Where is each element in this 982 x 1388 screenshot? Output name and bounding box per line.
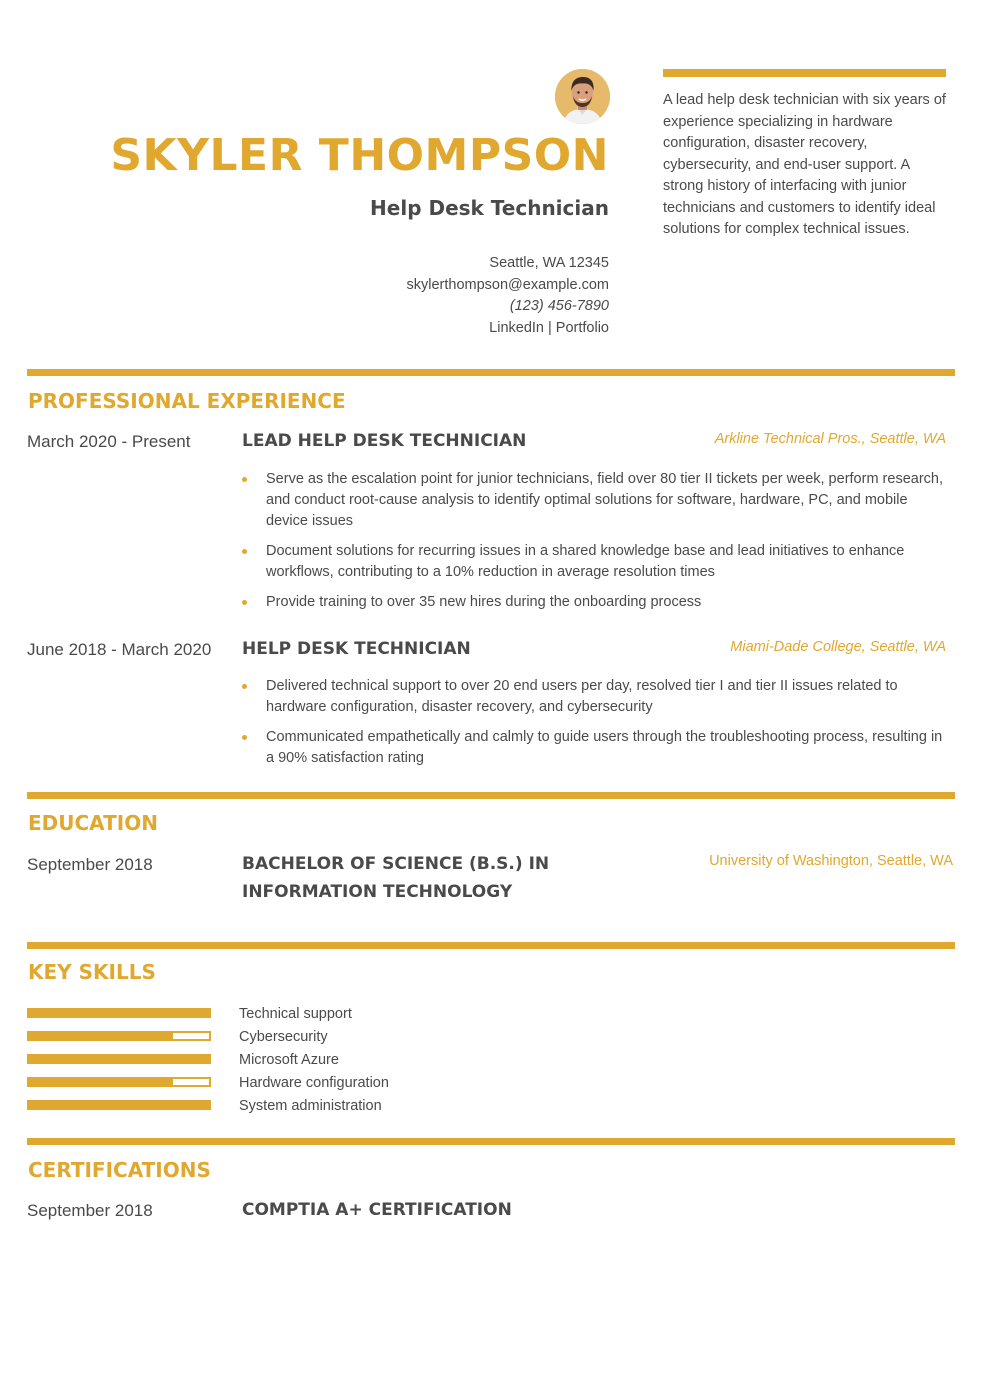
contact-block	[407, 253, 610, 339]
bullet-item	[242, 676, 947, 718]
section-title-skills: KEY SKILLS	[28, 960, 156, 984]
education-school: University of Washington, Seattle, WA	[709, 853, 953, 869]
skill-label: Technical support	[239, 1006, 352, 1022]
certification-name: COMPTIA A+ CERTIFICATION	[242, 1200, 512, 1220]
skill-level-fill	[29, 1102, 209, 1108]
bullet-item	[242, 592, 947, 613]
section-title-education: EDUCATION	[28, 811, 158, 835]
section-divider-skills	[27, 942, 955, 949]
avatar	[555, 69, 610, 124]
person-portrait-icon	[555, 69, 610, 124]
section-divider-certifications	[27, 1138, 955, 1145]
job-bullets	[242, 469, 947, 622]
bullet-dot-icon	[242, 477, 247, 482]
skill-label: Microsoft Azure	[239, 1052, 339, 1068]
skill-label: Hardware configuration	[239, 1075, 389, 1091]
contact-email[interactable]: skylerthompson@example.com	[406, 276, 609, 293]
bullet-item	[242, 469, 947, 532]
skill-level-bar	[27, 1008, 211, 1018]
education-degree: BACHELOR OF SCIENCE (B.S.) IN INFORMATION TECHNOLOGY	[242, 854, 550, 902]
section-divider-education	[27, 792, 955, 799]
section-title-certifications: CERTIFICATIONS	[28, 1158, 211, 1182]
skill-level-bar	[27, 1031, 211, 1041]
certification-date: September 2018	[27, 1201, 153, 1220]
skill-level-bar	[27, 1054, 211, 1064]
candidate-title: Help Desk Technician	[370, 196, 609, 220]
skill-level-bar	[27, 1077, 211, 1087]
skill-level-fill	[29, 1079, 173, 1085]
bullet-item	[242, 541, 947, 583]
skill-level-fill	[29, 1033, 173, 1039]
section-title-experience: PROFESSIONAL EXPERIENCE	[28, 389, 346, 413]
bullet-text: Serve as the escalation point for junior technicians, field over 80 tier II tickets per week, perform research, and conduct root-cause analysis to identify optimal solutions for software, hardware, PC, and mobile device issues	[266, 471, 943, 529]
contact-location: Seattle, WA 12345	[489, 255, 609, 271]
job-company: Miami-Dade College, Seattle, WA	[730, 639, 946, 655]
job-company: Arkline Technical Pros., Seattle, WA	[714, 431, 946, 447]
job-role: LEAD HELP DESK TECHNICIAN	[242, 431, 527, 451]
job-dates: March 2020 - Present	[27, 432, 191, 451]
job-bullets	[242, 676, 947, 778]
professional-summary: A lead help desk technician with six years of experience specializing in hardware configuration, disaster recovery, cybersecurity, and end-user support. A strong history of interfacing with junior technicians and customers to identify ideal solutions for complex technical issues.	[663, 92, 946, 237]
section-divider-experience	[27, 369, 955, 376]
skill-level-bar	[27, 1100, 211, 1110]
bullet-text: Communicated empathetically and calmly to guide users through the troubleshooting process, resulting in a 90% satisfaction rating	[266, 729, 943, 766]
bullet-item	[242, 727, 947, 769]
bullet-dot-icon	[242, 549, 247, 554]
bullet-text: Document solutions for recurring issues in a shared knowledge base and lead initiatives to enhance workflows, contributing to a 10% reduction in average resolution times	[266, 543, 905, 580]
summary-divider	[663, 69, 946, 77]
job-role: HELP DESK TECHNICIAN	[242, 639, 471, 659]
skill-label: Cybersecurity	[239, 1029, 328, 1045]
bullet-dot-icon	[242, 684, 247, 689]
contact-links[interactable]: LinkedIn | Portfolio	[489, 319, 609, 336]
job-dates: June 2018 - March 2020	[27, 640, 212, 659]
skill-level-fill	[29, 1010, 209, 1016]
bullet-dot-icon	[242, 735, 247, 740]
skill-label: System administration	[239, 1098, 382, 1114]
bullet-dot-icon	[242, 600, 247, 605]
contact-phone: (123) 456-7890	[509, 298, 609, 314]
education-date: September 2018	[27, 855, 153, 874]
skill-level-fill	[29, 1056, 209, 1062]
bullet-text: Delivered technical support to over 20 end users per day, resolved tier I and tier II issues related to hardware configuration, disaster recovery, and cybersecurity	[266, 678, 898, 715]
candidate-name: SKYLER THOMPSON	[110, 130, 609, 181]
bullet-text: Provide training to over 35 new hires during the onboarding process	[266, 594, 702, 610]
